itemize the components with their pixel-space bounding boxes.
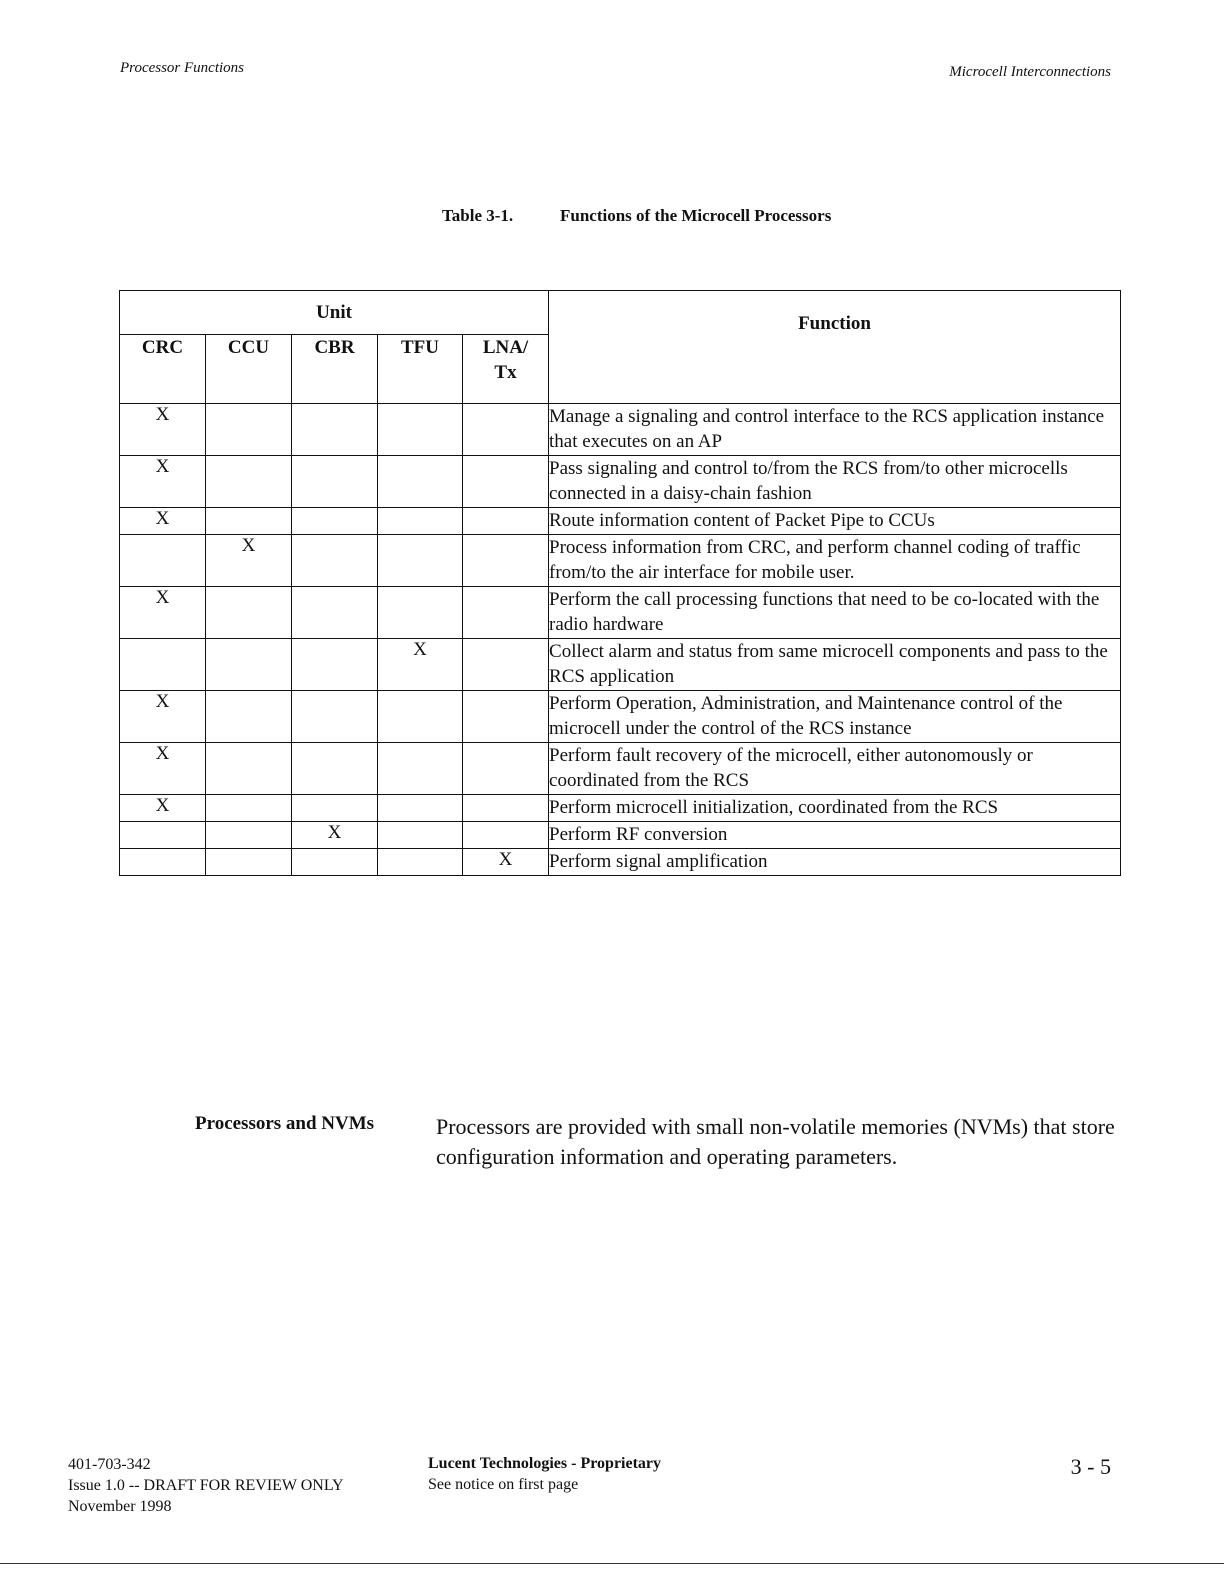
function-description: Collect alarm and status from same microcell components and pass to the RCS application <box>549 639 1121 691</box>
function-header-label: Function <box>798 313 871 334</box>
unit-mark <box>378 822 463 849</box>
table-row <box>120 404 1121 456</box>
unit-mark <box>206 822 292 849</box>
table-row <box>120 822 1121 849</box>
unit-mark <box>292 587 378 639</box>
function-description: Process information from CRC, and perform channel coding of traffic from/to the air interface for mobile user. <box>549 535 1121 587</box>
unit-mark <box>463 456 549 508</box>
unit-mark <box>463 639 549 691</box>
processor-functions-table <box>119 290 1121 876</box>
unit-mark <box>378 795 463 822</box>
unit-mark <box>378 456 463 508</box>
issue-date: November 1998 <box>68 1498 172 1515</box>
table-caption <box>442 206 831 226</box>
unit-mark <box>463 743 549 795</box>
unit-mark <box>292 404 378 456</box>
function-description: Perform Operation, Administration, and Maintenance control of the microcell under the control of the RCS instance <box>549 691 1121 743</box>
unit-mark: X <box>120 587 206 639</box>
column-header-ccu: CCU <box>206 335 292 404</box>
unit-mark: X <box>206 535 292 587</box>
unit-mark <box>292 795 378 822</box>
function-description: Pass signaling and control to/from the RCS from/to other microcells connected in a daisy-chain fashion <box>549 456 1121 508</box>
unit-mark: X <box>378 639 463 691</box>
unit-mark <box>463 795 549 822</box>
table-row <box>120 456 1121 508</box>
unit-mark <box>206 587 292 639</box>
unit-mark <box>206 743 292 795</box>
unit-mark <box>292 535 378 587</box>
notice-reference: See notice on first page <box>428 1476 579 1493</box>
section-heading: Processors and NVMs <box>195 1113 375 1134</box>
unit-mark <box>292 691 378 743</box>
unit-mark <box>292 456 378 508</box>
function-description: Perform signal amplification <box>549 849 1121 876</box>
unit-mark <box>292 639 378 691</box>
table-caption-title: Functions of the Microcell Processors <box>560 206 832 225</box>
table-body <box>120 404 1121 876</box>
unit-header: Unit <box>120 291 549 335</box>
unit-mark <box>378 404 463 456</box>
table-row <box>120 849 1121 876</box>
unit-mark <box>378 849 463 876</box>
table-caption-number: Table 3-1. <box>442 206 514 225</box>
unit-mark: X <box>120 743 206 795</box>
unit-mark: X <box>120 691 206 743</box>
running-header-right: Microcell Interconnections <box>949 64 1111 80</box>
function-description: Perform fault recovery of the microcell, either autonomously or coordinated from the RCS <box>549 743 1121 795</box>
unit-mark <box>206 639 292 691</box>
column-header-cbr: CBR <box>292 335 378 404</box>
unit-mark <box>206 404 292 456</box>
table-row <box>120 691 1121 743</box>
function-description: Route information content of Packet Pipe to CCUs <box>549 508 1121 535</box>
doc-number: 401-703-342 <box>68 1456 151 1473</box>
unit-mark: X <box>120 508 206 535</box>
unit-mark <box>378 587 463 639</box>
unit-mark <box>378 743 463 795</box>
unit-mark <box>463 535 549 587</box>
column-header-lna-tx-label: LNA/ Tx <box>482 337 529 383</box>
unit-mark <box>292 849 378 876</box>
unit-mark <box>378 691 463 743</box>
unit-mark <box>206 849 292 876</box>
function-header <box>549 291 1121 404</box>
page-number: 3 - 5 <box>1070 1454 1111 1479</box>
unit-mark <box>206 456 292 508</box>
unit-mark <box>463 691 549 743</box>
table-row <box>120 508 1121 535</box>
unit-mark <box>463 508 549 535</box>
unit-mark: X <box>120 404 206 456</box>
issue-line: Issue 1.0 -- DRAFT FOR REVIEW ONLY <box>68 1477 344 1494</box>
unit-mark <box>120 822 206 849</box>
unit-mark <box>378 508 463 535</box>
table-row <box>120 795 1121 822</box>
function-description: Perform the call processing functions that need to be co-located with the radio hardware <box>549 587 1121 639</box>
running-header-left: Processor Functions <box>120 60 245 76</box>
function-description: Perform RF conversion <box>549 822 1121 849</box>
table-row <box>120 535 1121 587</box>
function-description: Perform microcell initialization, coordinated from the RCS <box>549 795 1121 822</box>
unit-mark <box>292 508 378 535</box>
unit-mark <box>463 822 549 849</box>
table-row <box>120 743 1121 795</box>
column-header-tfu: TFU <box>378 335 463 404</box>
unit-mark <box>206 795 292 822</box>
unit-mark: X <box>292 822 378 849</box>
unit-mark: X <box>120 456 206 508</box>
proprietary-notice: Lucent Technologies - Proprietary <box>428 1455 662 1472</box>
unit-mark: X <box>463 849 549 876</box>
unit-mark <box>463 404 549 456</box>
column-header-crc: CRC <box>120 335 206 404</box>
unit-mark <box>206 508 292 535</box>
table-row <box>120 587 1121 639</box>
unit-mark <box>120 639 206 691</box>
unit-mark <box>463 587 549 639</box>
column-header-lna-tx <box>463 335 549 404</box>
unit-mark: X <box>120 795 206 822</box>
table-row <box>120 639 1121 691</box>
unit-mark <box>378 535 463 587</box>
function-description: Manage a signaling and control interface to the RCS application instance that executes on an AP <box>549 404 1121 456</box>
unit-mark <box>292 743 378 795</box>
section-paragraph: Processors are provided with small non-volatile memories (NVMs) that store configuration information and operating parameters. <box>436 1114 1115 1169</box>
bottom-rule <box>0 1563 1224 1564</box>
unit-mark <box>120 849 206 876</box>
unit-mark <box>120 535 206 587</box>
footer-left <box>68 1454 344 1517</box>
footer-center <box>428 1453 661 1495</box>
unit-mark <box>206 691 292 743</box>
